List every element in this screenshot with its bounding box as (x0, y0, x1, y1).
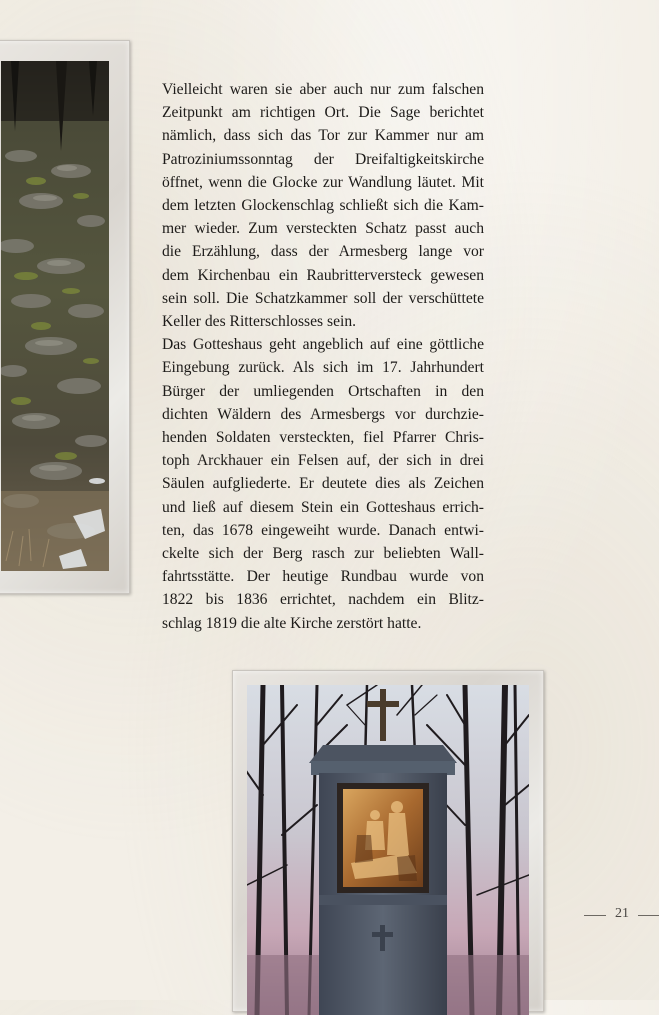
text-line: sein soll. Die Schatzkammer soll der verschüttete (162, 289, 484, 307)
photo-frame-left (0, 40, 130, 594)
text-line: Vielleicht waren sie aber auch nur zum falschen (162, 81, 484, 98)
text-line: Keller des Ritterschlosses sein. (162, 313, 357, 331)
text-line: dichten Wäldern des Armesbergs vor durchzie- (162, 405, 484, 423)
body-text (162, 78, 484, 635)
text-line: mer wieder. Zum versteckten Schatz passt auch (162, 220, 484, 238)
text-line: dem Kirchenbau ein Raubritterversteck gewesen (162, 266, 484, 284)
text-line: die Erzählung, dass der Armesberg lange vor (162, 243, 484, 261)
text-line: schlag 1819 die alte Kirche zerstört hatte. (162, 614, 422, 632)
text-line: ten, das 1678 eingeweiht wurde. Danach entwi- (162, 521, 484, 539)
text-line: Bürger der umliegenden Ortschaften in den (162, 382, 484, 400)
page-number: 21 (615, 906, 629, 921)
text-line: henden Soldaten versteckten, fiel Pfarrer Chris- (162, 429, 484, 447)
text-line: öffnet, wenn die Glocke zur Wandlung läutet. Mit (162, 173, 484, 191)
photo-rocky-slope (1, 61, 109, 571)
photo-frame-bottom (232, 670, 544, 1012)
text-line: Eingebung zurück. Als sich im 17. Jahrhundert (162, 359, 484, 377)
page-rule-left (584, 915, 606, 916)
page-rule-right (638, 915, 659, 916)
page-footer (584, 905, 659, 925)
text-line: ckelte sich der Berg rasch zur beliebten Wall- (162, 545, 484, 563)
text-line: Zeitpunkt am richtigen Ort. Die Sage berichtet (162, 104, 484, 122)
photo-wayside-shrine (247, 685, 529, 1015)
text-line: Das Gotteshaus geht angeblich auf eine göttliche (162, 336, 484, 354)
text-line: fahrtsstätte. Der heutige Rundbau wurde von (162, 568, 484, 586)
wayside-shrine-image (247, 685, 529, 1015)
text-line: 1822 bis 1836 errichtet, nachdem ein Blitz- (162, 591, 484, 609)
rocky-slope-image (1, 61, 109, 571)
text-line: Säulen aufgliederte. Er deutete dies als Zeichen (162, 475, 484, 493)
text-line: toph Arckhauer ein Felsen auf, der sich in drei (162, 452, 484, 470)
text-line: dem letzten Glockenschlag schließt sich die Kam- (162, 197, 484, 215)
text-line: nämlich, dass sich das Tor zur Kammer nur am (162, 127, 484, 145)
text-line: Patroziniumssonntag der Dreifaltigkeitskirche (162, 150, 484, 168)
text-line: und ließ auf diesem Stein ein Gotteshaus errich- (162, 498, 484, 516)
